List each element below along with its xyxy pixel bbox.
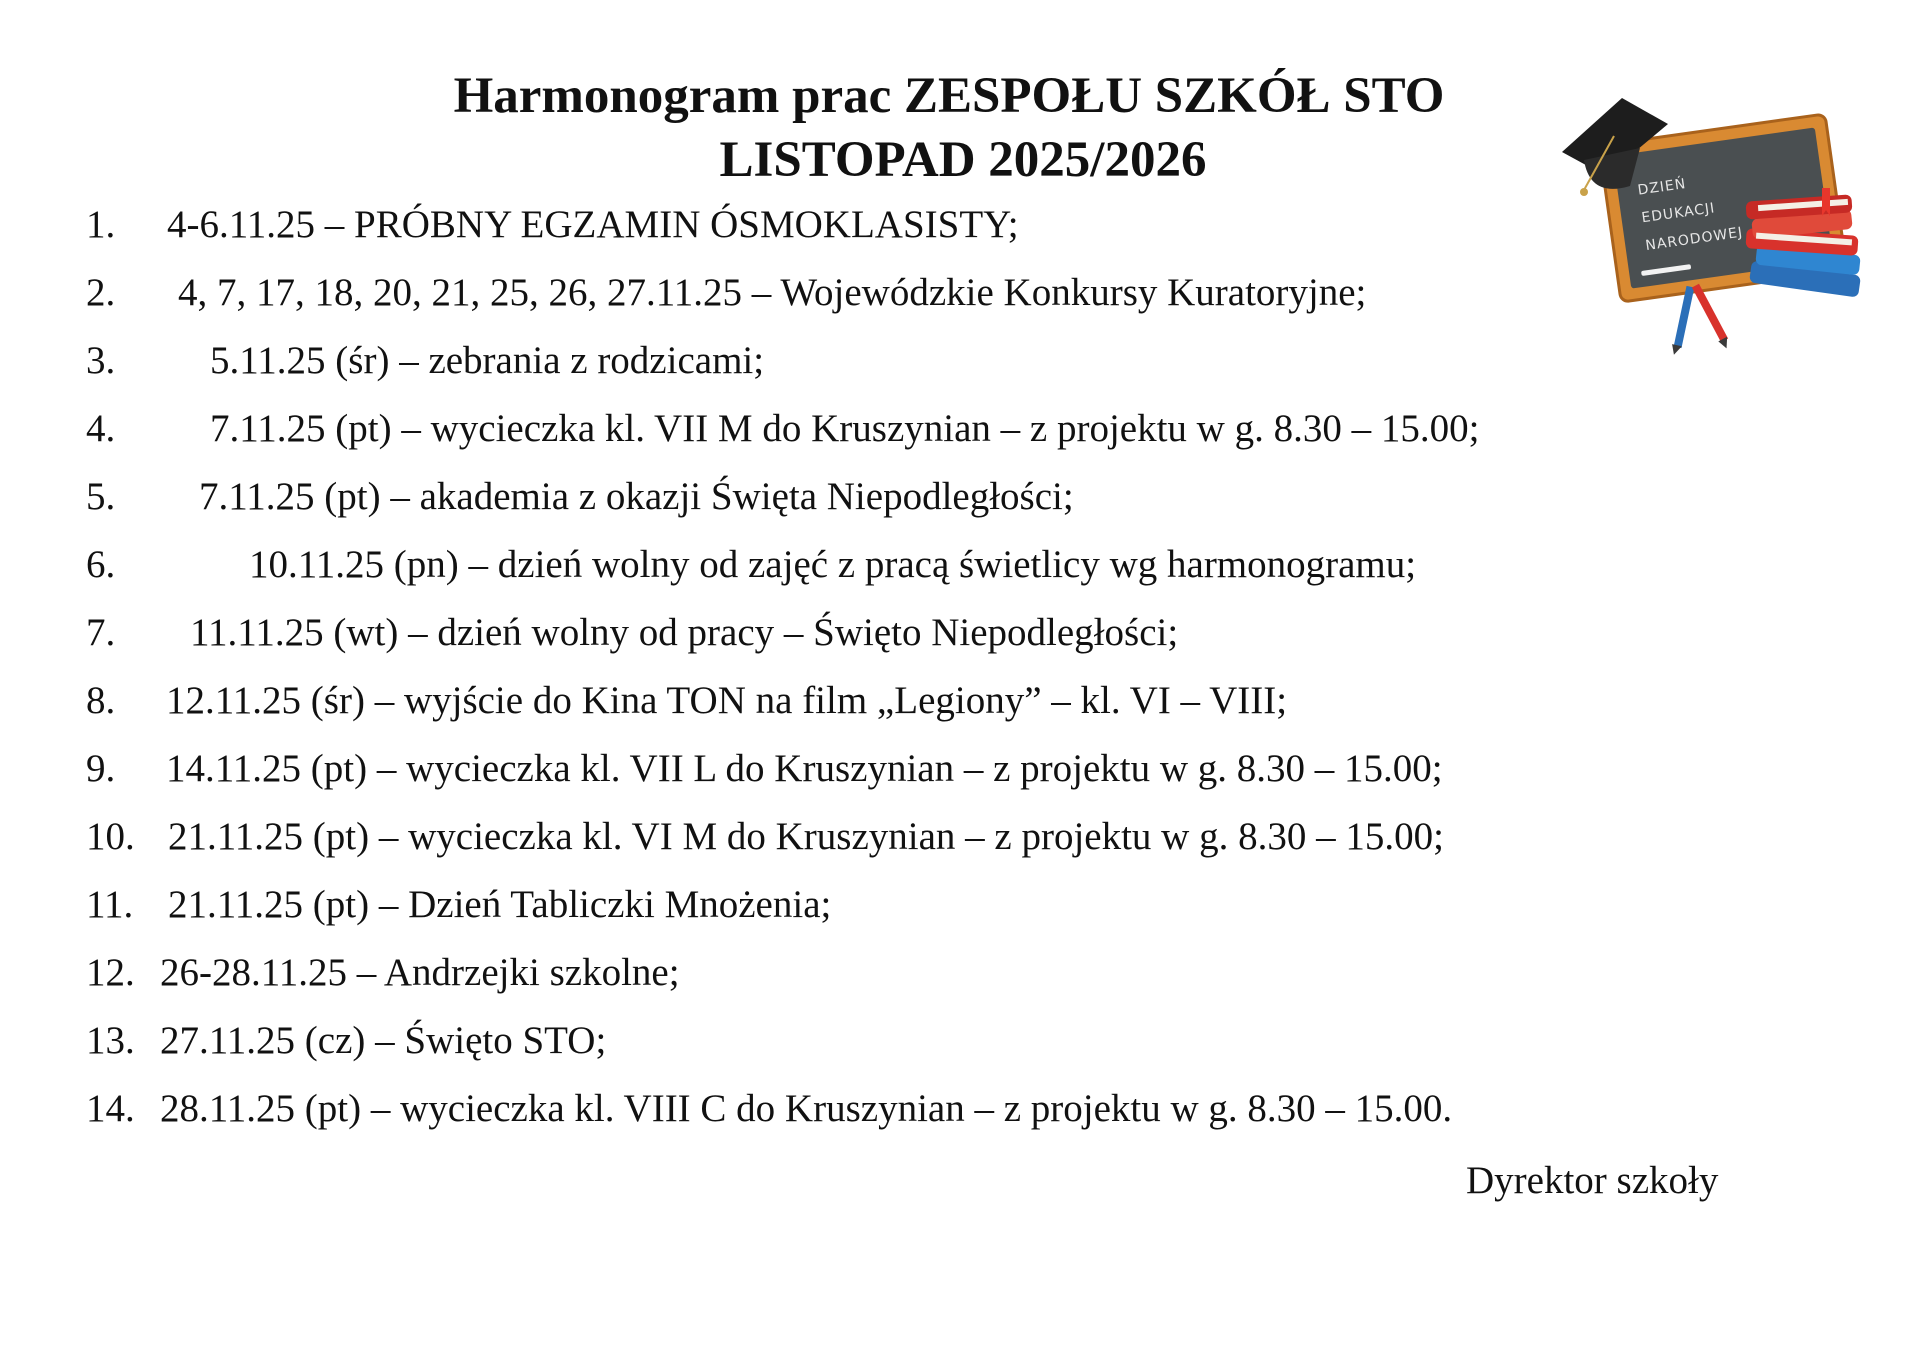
list-item-number: 11.: [86, 883, 134, 926]
list-item-number: 2.: [86, 271, 116, 314]
list-item-number: 8.: [86, 679, 116, 722]
list-item-text: 7.11.25 (pt) – wycieczka kl. VII M do Kruszynian – z projektu w g. 8.30 – 15.00;: [210, 407, 1480, 450]
signature: Dyrektor szkoły: [1466, 1159, 1719, 1202]
list-item-number: 13.: [86, 1019, 135, 1062]
list-item-text: 11.11.25 (wt) – dzień wolny od pracy – Święto Niepodległości;: [190, 611, 1179, 654]
list-item-text: 26-28.11.25 – Andrzejki szkolne;: [160, 951, 680, 994]
school-board-illustration: [1560, 90, 1870, 355]
books-icon: [1745, 188, 1861, 298]
list-item-text: 14.11.25 (pt) – wycieczka kl. VII L do Kruszynian – z projektu w g. 8.30 – 15.00;: [166, 747, 1443, 790]
board-text-line-3: NARODOWEJ: [1644, 224, 1745, 255]
list-item-text: 7.11.25 (pt) – akademia z okazji Święta Niepodległości;: [199, 475, 1074, 518]
list-item-number: 7.: [86, 611, 116, 654]
list-item-text: 10.11.25 (pn) – dzień wolny od zajęć z pracą świetlicy wg harmonogramu;: [249, 543, 1417, 586]
list-item-text: 27.11.25 (cz) – Święto STO;: [160, 1019, 607, 1062]
list-item-number: 5.: [86, 475, 116, 518]
list-item-number: 9.: [86, 747, 116, 790]
list-item-number: 1.: [86, 203, 116, 246]
list-item-number: 14.: [86, 1087, 135, 1130]
title-line-1: Harmonogram prac ZESPOŁU SZKÓŁ STO: [453, 68, 1445, 124]
list-item-text: 12.11.25 (śr) – wyjście do Kina TON na film „Legiony” – kl. VI – VIII;: [166, 679, 1288, 722]
title-line-2: LISTOPAD 2025/2026: [719, 132, 1207, 188]
list-item-text: 28.11.25 (pt) – wycieczka kl. VIII C do Kruszynian – z projektu w g. 8.30 – 15.00.: [160, 1087, 1453, 1130]
list-item-text: 4, 7, 17, 18, 20, 21, 25, 26, 27.11.25 – Wojewódzkie Konkursy Kuratoryjne;: [178, 271, 1367, 314]
board-text-line-1: DZIEŃ: [1636, 176, 1688, 199]
list-item-number: 3.: [86, 339, 116, 382]
list-item-number: 12.: [86, 951, 135, 994]
list-item-number: 4.: [86, 407, 116, 450]
list-item-text: 21.11.25 (pt) – wycieczka kl. VI M do Kruszynian – z projektu w g. 8.30 – 15.00;: [168, 815, 1444, 858]
list-item-text: 4-6.11.25 – PRÓBNY EGZAMIN ÓSMOKLASISTY;: [167, 203, 1019, 246]
list-item-text: 21.11.25 (pt) – Dzień Tabliczki Mnożenia;: [168, 883, 832, 926]
list-item-number: 10.: [86, 815, 135, 858]
board-text-line-2: EDUKACJI: [1640, 200, 1717, 227]
list-item-number: 6.: [86, 543, 116, 586]
list-item-text: 5.11.25 (śr) – zebrania z rodzicami;: [210, 339, 765, 382]
